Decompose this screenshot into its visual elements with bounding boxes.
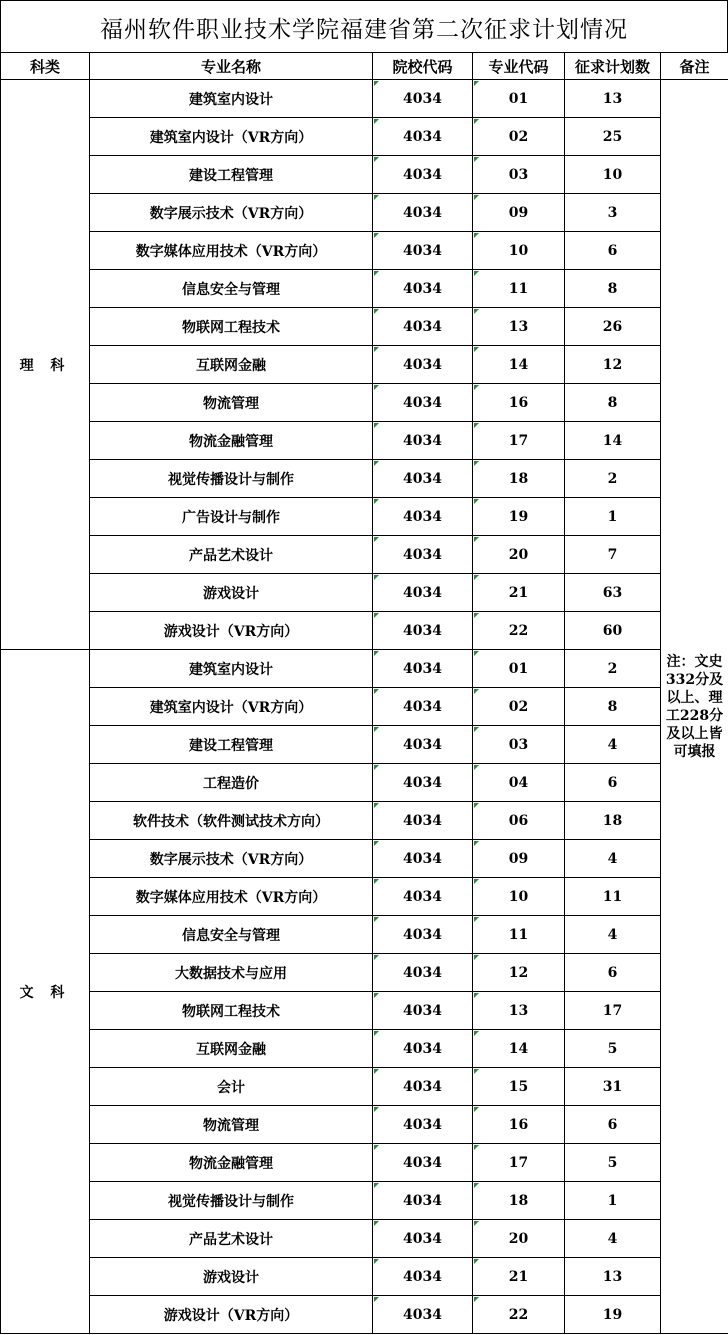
school-code-cell: 4034 — [373, 1182, 473, 1220]
major-cell: 物流金融管理 — [90, 422, 373, 460]
school-code-cell: 4034 — [373, 1296, 473, 1334]
major-code-cell: 02 — [473, 118, 565, 156]
major-code-cell: 20 — [473, 536, 565, 574]
major-cell: 产品艺术设计 — [90, 536, 373, 574]
major-code-cell: 09 — [473, 194, 565, 232]
major-cell: 建筑室内设计（VR方向） — [90, 118, 373, 156]
plan-cell: 8 — [565, 688, 661, 726]
table-row — [1, 80, 728, 118]
major-cell: 建设工程管理 — [90, 156, 373, 194]
plan-cell: 31 — [565, 1068, 661, 1106]
table-row — [1, 194, 728, 232]
plan-cell: 4 — [565, 726, 661, 764]
plan-cell: 6 — [565, 1106, 661, 1144]
table-row — [1, 498, 728, 536]
major-code-cell: 21 — [473, 574, 565, 612]
major-code-cell: 14 — [473, 346, 565, 384]
table-row — [1, 270, 728, 308]
plan-cell: 13 — [565, 80, 661, 118]
plan-cell: 25 — [565, 118, 661, 156]
plan-cell: 4 — [565, 840, 661, 878]
table-row — [1, 1220, 728, 1258]
school-code-cell: 4034 — [373, 232, 473, 270]
header-school-code: 院校代码 — [373, 53, 473, 80]
major-cell: 广告设计与制作 — [90, 498, 373, 536]
major-cell: 游戏设计（VR方向） — [90, 1296, 373, 1334]
table-row — [1, 118, 728, 156]
plan-cell: 4 — [565, 1220, 661, 1258]
table-row — [1, 878, 728, 916]
major-code-cell: 18 — [473, 460, 565, 498]
table-row — [1, 764, 728, 802]
major-cell: 信息安全与管理 — [90, 916, 373, 954]
school-code-cell: 4034 — [373, 536, 473, 574]
plan-cell: 1 — [565, 1182, 661, 1220]
major-cell: 数字展示技术（VR方向） — [90, 194, 373, 232]
table-row — [1, 954, 728, 992]
major-code-cell: 21 — [473, 1258, 565, 1296]
plan-cell: 6 — [565, 232, 661, 270]
school-code-cell: 4034 — [373, 840, 473, 878]
header-row — [1, 53, 728, 80]
major-code-cell: 06 — [473, 802, 565, 840]
major-cell: 建筑室内设计 — [90, 80, 373, 118]
table-row — [1, 1106, 728, 1144]
school-code-cell: 4034 — [373, 1106, 473, 1144]
table-row — [1, 1296, 728, 1334]
table-row — [1, 422, 728, 460]
school-code-cell: 4034 — [373, 346, 473, 384]
table-row — [1, 650, 728, 688]
plan-cell: 2 — [565, 460, 661, 498]
plan-cell: 60 — [565, 612, 661, 650]
plan-cell: 5 — [565, 1030, 661, 1068]
major-cell: 互联网金融 — [90, 1030, 373, 1068]
header-plan: 征求计划数 — [565, 53, 661, 80]
school-code-cell: 4034 — [373, 384, 473, 422]
table-row — [1, 1144, 728, 1182]
school-code-cell: 4034 — [373, 612, 473, 650]
major-code-cell: 13 — [473, 308, 565, 346]
table-row — [1, 840, 728, 878]
major-cell: 产品艺术设计 — [90, 1220, 373, 1258]
major-cell: 游戏设计 — [90, 1258, 373, 1296]
major-cell: 物联网工程技术 — [90, 992, 373, 1030]
major-cell: 软件技术（软件测试技术方向） — [90, 802, 373, 840]
major-code-cell: 22 — [473, 1296, 565, 1334]
school-code-cell: 4034 — [373, 422, 473, 460]
table-row — [1, 1182, 728, 1220]
school-code-cell: 4034 — [373, 308, 473, 346]
major-code-cell: 04 — [473, 764, 565, 802]
major-code-cell: 14 — [473, 1030, 565, 1068]
school-code-cell: 4034 — [373, 954, 473, 992]
school-code-cell: 4034 — [373, 726, 473, 764]
header-major: 专业名称 — [90, 53, 373, 80]
major-cell: 互联网金融 — [90, 346, 373, 384]
table-row — [1, 232, 728, 270]
table-row — [1, 992, 728, 1030]
major-code-cell: 11 — [473, 270, 565, 308]
school-code-cell: 4034 — [373, 1068, 473, 1106]
major-code-cell: 15 — [473, 1068, 565, 1106]
major-code-cell: 03 — [473, 726, 565, 764]
major-cell: 游戏设计 — [90, 574, 373, 612]
table-row — [1, 346, 728, 384]
school-code-cell: 4034 — [373, 1258, 473, 1296]
table-row — [1, 612, 728, 650]
plan-cell: 63 — [565, 574, 661, 612]
plan-cell: 14 — [565, 422, 661, 460]
school-code-cell: 4034 — [373, 992, 473, 1030]
major-code-cell: 10 — [473, 878, 565, 916]
plan-cell: 3 — [565, 194, 661, 232]
school-code-cell: 4034 — [373, 270, 473, 308]
school-code-cell: 4034 — [373, 802, 473, 840]
school-code-cell: 4034 — [373, 194, 473, 232]
plan-cell: 10 — [565, 156, 661, 194]
major-cell: 数字媒体应用技术（VR方向） — [90, 232, 373, 270]
school-code-cell: 4034 — [373, 156, 473, 194]
major-code-cell: 20 — [473, 1220, 565, 1258]
school-code-cell: 4034 — [373, 574, 473, 612]
school-code-cell: 4034 — [373, 118, 473, 156]
table-body — [1, 53, 728, 1334]
header-category: 科类 — [1, 53, 90, 80]
major-cell: 建筑室内设计 — [90, 650, 373, 688]
table-row — [1, 384, 728, 422]
plan-table — [0, 52, 728, 1334]
table-row — [1, 536, 728, 574]
major-cell: 信息安全与管理 — [90, 270, 373, 308]
major-cell: 工程造价 — [90, 764, 373, 802]
major-cell: 物流金融管理 — [90, 1144, 373, 1182]
school-code-cell: 4034 — [373, 1030, 473, 1068]
major-cell: 建设工程管理 — [90, 726, 373, 764]
major-code-cell: 17 — [473, 1144, 565, 1182]
major-cell: 游戏设计（VR方向） — [90, 612, 373, 650]
plan-cell: 11 — [565, 878, 661, 916]
major-code-cell: 22 — [473, 612, 565, 650]
major-code-cell: 11 — [473, 916, 565, 954]
major-code-cell: 10 — [473, 232, 565, 270]
major-code-cell: 02 — [473, 688, 565, 726]
major-code-cell: 16 — [473, 384, 565, 422]
header-major-code: 专业代码 — [473, 53, 565, 80]
major-cell: 物流管理 — [90, 384, 373, 422]
major-code-cell: 12 — [473, 954, 565, 992]
table-row — [1, 1068, 728, 1106]
table-row — [1, 1258, 728, 1296]
school-code-cell: 4034 — [373, 498, 473, 536]
school-code-cell: 4034 — [373, 764, 473, 802]
plan-cell: 12 — [565, 346, 661, 384]
school-code-cell: 4034 — [373, 916, 473, 954]
table-row — [1, 574, 728, 612]
table-row — [1, 802, 728, 840]
school-code-cell: 4034 — [373, 1220, 473, 1258]
table-row — [1, 916, 728, 954]
school-code-cell: 4034 — [373, 1144, 473, 1182]
major-cell: 物流管理 — [90, 1106, 373, 1144]
school-code-cell: 4034 — [373, 460, 473, 498]
plan-cell: 13 — [565, 1258, 661, 1296]
major-cell: 视觉传播设计与制作 — [90, 460, 373, 498]
table-row — [1, 308, 728, 346]
major-code-cell: 13 — [473, 992, 565, 1030]
major-cell: 建筑室内设计（VR方向） — [90, 688, 373, 726]
school-code-cell: 4034 — [373, 650, 473, 688]
plan-cell: 19 — [565, 1296, 661, 1334]
school-code-cell: 4034 — [373, 80, 473, 118]
plan-cell: 7 — [565, 536, 661, 574]
category-cell: 文 科 — [1, 650, 90, 1334]
plan-cell: 2 — [565, 650, 661, 688]
table-row — [1, 726, 728, 764]
major-cell: 数字展示技术（VR方向） — [90, 840, 373, 878]
plan-cell: 8 — [565, 270, 661, 308]
header-remark: 备注 — [661, 53, 728, 80]
major-code-cell: 01 — [473, 650, 565, 688]
major-cell: 大数据技术与应用 — [90, 954, 373, 992]
major-cell: 物联网工程技术 — [90, 308, 373, 346]
school-code-cell: 4034 — [373, 688, 473, 726]
plan-cell: 5 — [565, 1144, 661, 1182]
major-code-cell: 03 — [473, 156, 565, 194]
table-row — [1, 460, 728, 498]
school-code-cell: 4034 — [373, 878, 473, 916]
plan-cell: 17 — [565, 992, 661, 1030]
major-code-cell: 16 — [473, 1106, 565, 1144]
plan-cell: 18 — [565, 802, 661, 840]
major-code-cell: 01 — [473, 80, 565, 118]
plan-cell: 4 — [565, 916, 661, 954]
plan-cell: 26 — [565, 308, 661, 346]
table-row — [1, 1030, 728, 1068]
major-code-cell: 18 — [473, 1182, 565, 1220]
major-code-cell: 17 — [473, 422, 565, 460]
plan-cell: 8 — [565, 384, 661, 422]
page-title: 福州软件职业技术学院福建省第二次征求计划情况 — [0, 0, 728, 53]
major-cell: 数字媒体应用技术（VR方向） — [90, 878, 373, 916]
plan-cell: 6 — [565, 764, 661, 802]
plan-cell: 1 — [565, 498, 661, 536]
table-row — [1, 156, 728, 194]
major-code-cell: 19 — [473, 498, 565, 536]
major-cell: 视觉传播设计与制作 — [90, 1182, 373, 1220]
remark-cell: 注：文史332分及以上、理工228分及以上皆可填报 — [661, 80, 728, 1334]
table-row — [1, 688, 728, 726]
major-code-cell: 09 — [473, 840, 565, 878]
major-cell: 会计 — [90, 1068, 373, 1106]
plan-cell: 6 — [565, 954, 661, 992]
category-cell: 理 科 — [1, 80, 90, 650]
